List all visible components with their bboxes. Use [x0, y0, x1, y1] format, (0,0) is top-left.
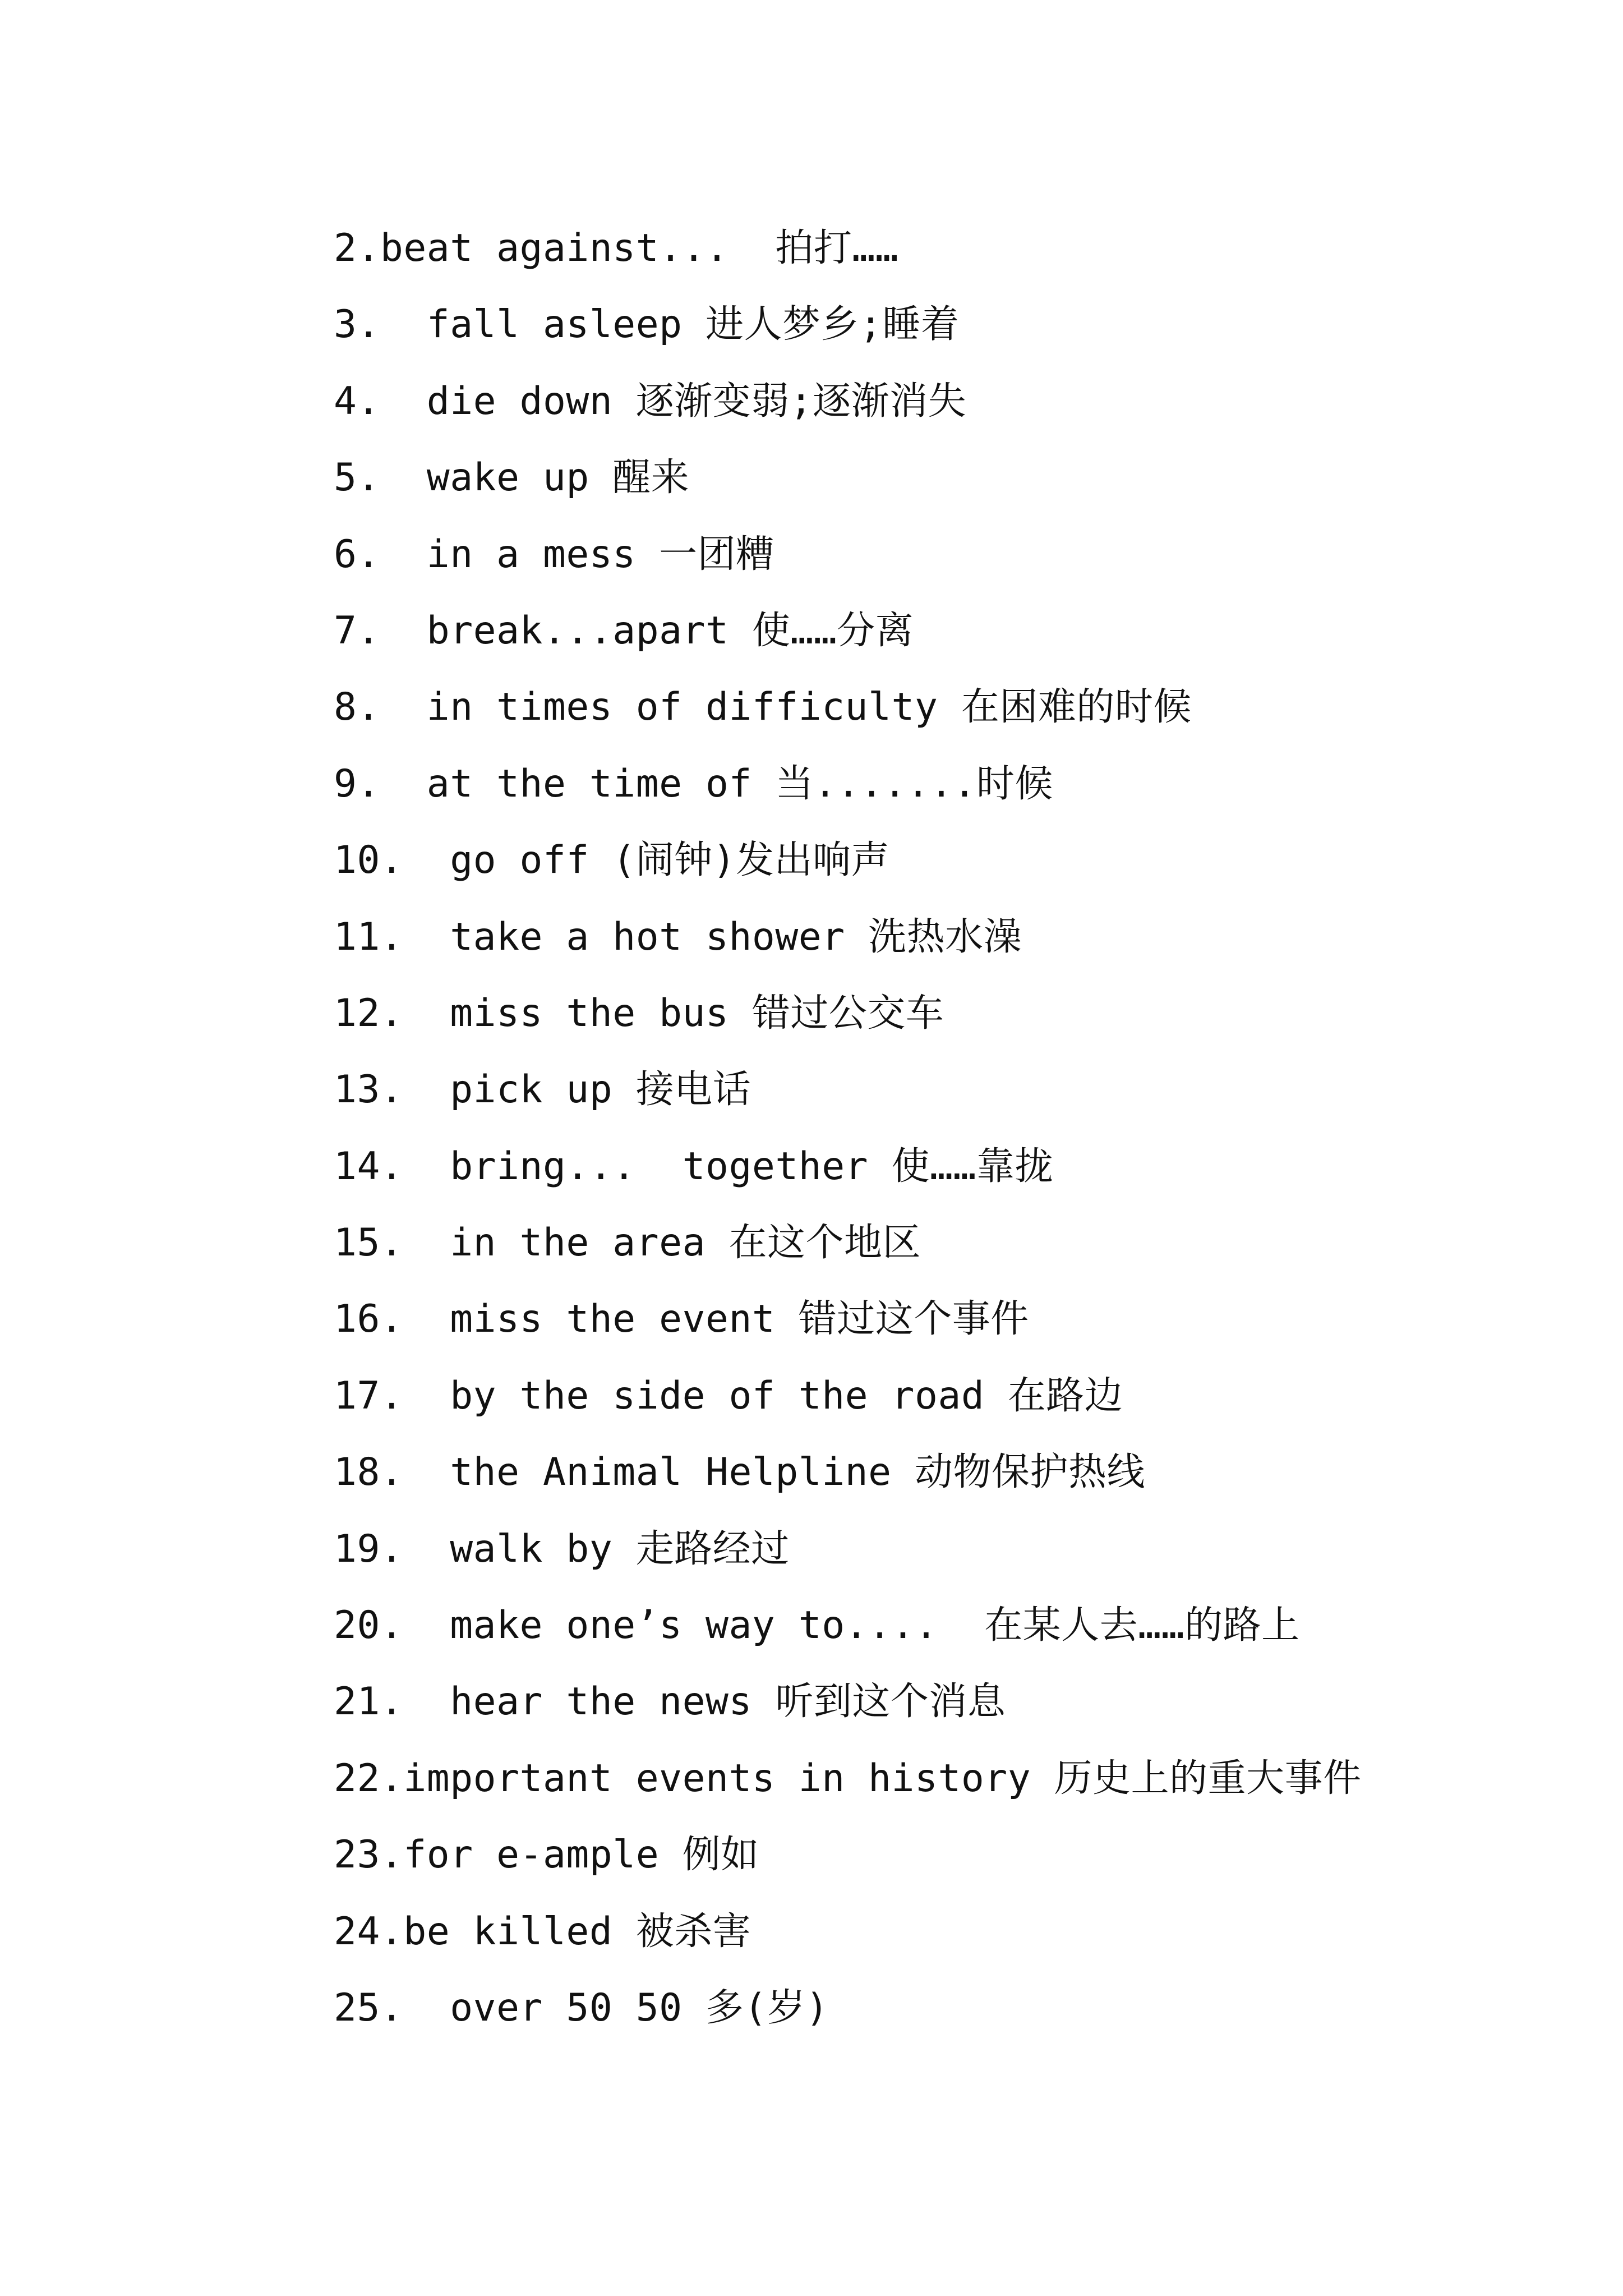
phrase-line-6: 6. in a mess 一团糟 — [334, 532, 774, 577]
phrase-line-8: 8. in times of difficulty 在困难的时候 — [334, 685, 1192, 730]
phrase-line-5: 5. wake up 醒来 — [334, 455, 690, 500]
phrase-line-2: 2.beat against... 拍打…… — [334, 226, 899, 270]
phrase-line-11: 11. take a hot shower 洗热水澡 — [334, 914, 1022, 959]
phrase-line-23: 23.for e-ample 例如 — [334, 1833, 759, 1878]
phrase-line-25: 25. over 50 50 多(岁) — [334, 1985, 829, 2030]
phrase-line-10: 10. go off (闹钟)发出响声 — [334, 838, 890, 883]
phrase-line-16: 16. miss the event 错过这个事件 — [334, 1297, 1029, 1342]
phrase-line-13: 13. pick up 接电话 — [334, 1068, 751, 1112]
phrase-line-15: 15. in the area 在这个地区 — [334, 1221, 921, 1266]
phrase-line-20: 20. make one’s way to.... 在某人去……的路上 — [334, 1603, 1300, 1648]
phrase-line-9: 9. at the time of 当.......时候 — [334, 761, 1053, 806]
phrase-line-19: 19. walk by 走路经过 — [334, 1526, 790, 1571]
phrase-line-12: 12. miss the bus 错过公交车 — [334, 991, 944, 1036]
phrase-line-21: 21. hear the news 听到这个消息 — [334, 1680, 1006, 1724]
phrase-line-4: 4. die down 逐渐变弱;逐渐消失 — [334, 379, 967, 424]
phrase-line-18: 18. the Animal Helpline 动物保护热线 — [334, 1450, 1145, 1495]
phrase-line-17: 17. by the side of the road 在路边 — [334, 1373, 1123, 1418]
phrase-line-22: 22.important events in history 历史上的重大事件 — [334, 1756, 1362, 1801]
phrase-line-3: 3. fall asleep 进人梦乡;睡着 — [334, 302, 960, 347]
phrase-line-7: 7. break...apart 使……分离 — [334, 608, 914, 653]
phrase-line-14: 14. bring... together 使……靠拢 — [334, 1144, 1053, 1189]
phrase-list — [334, 210, 1362, 2046]
phrase-line-24: 24.be killed 被杀害 — [334, 1909, 751, 1954]
